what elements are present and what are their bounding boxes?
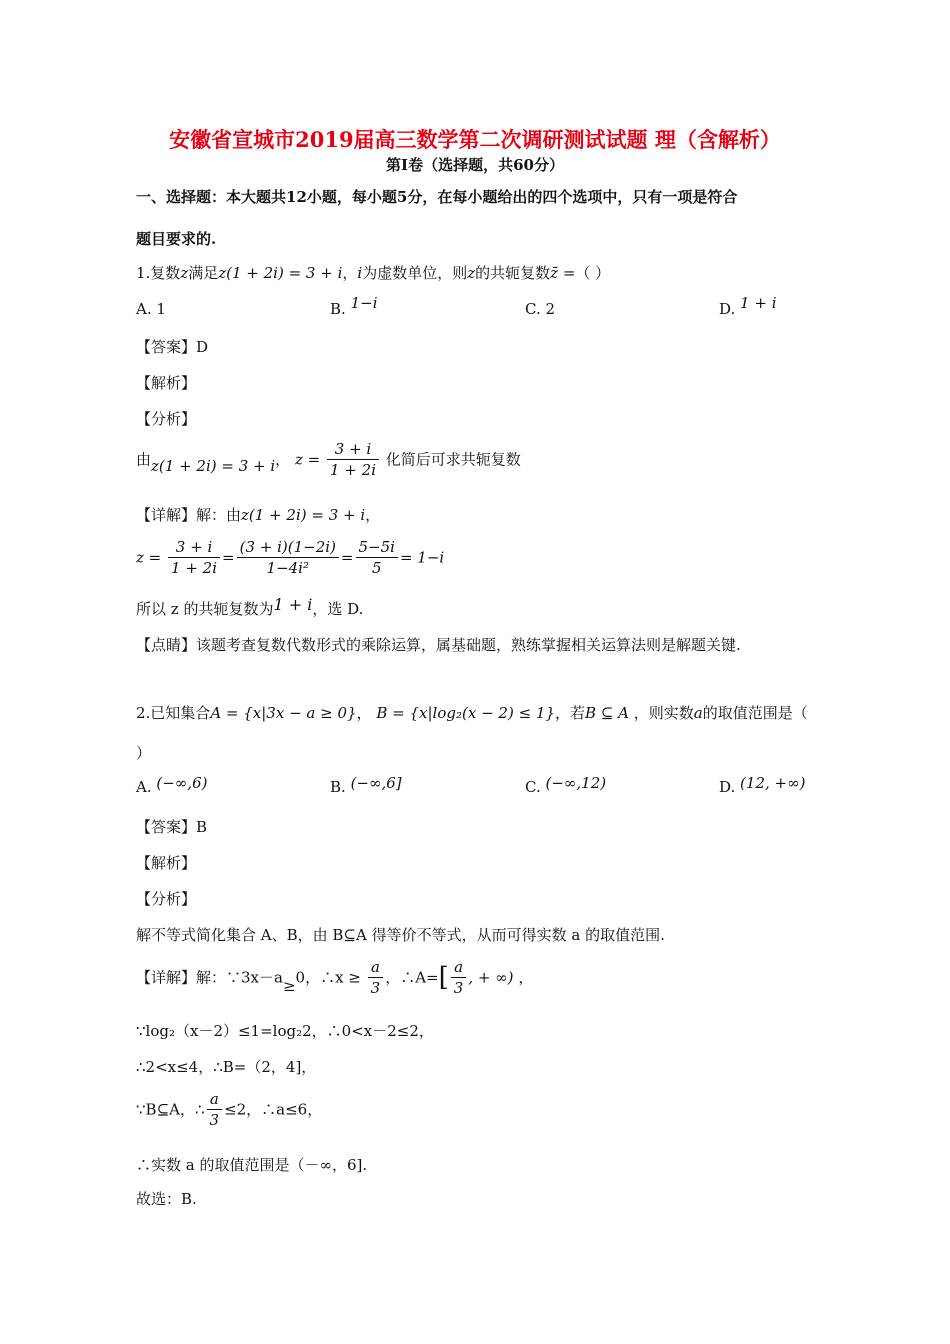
q1-var-i: i [357, 264, 363, 282]
q2-fenxi-label: 【分析】 [136, 890, 197, 908]
numerator: 3 + i [168, 538, 220, 558]
numerator: (3 + i)(1−2i) [237, 538, 339, 558]
q1-equation: z(1 + 2i) = 3 + i [218, 264, 343, 282]
denominator: 3 [209, 1111, 220, 1129]
equation: z(1 + 2i) = 3 + i [241, 506, 366, 524]
denominator: 3 [370, 979, 381, 997]
option-value: 1 + i [740, 294, 777, 312]
q1-var-z: z [467, 264, 476, 282]
equation: z = [294, 450, 321, 469]
q1-stem [136, 262, 610, 283]
fraction [168, 538, 220, 577]
text: ， [356, 704, 372, 722]
fraction [207, 1090, 223, 1129]
text: 的取值范围是（ [702, 704, 808, 722]
q1-stem-text: 满足 [188, 264, 219, 282]
numerator: 5−5i [356, 538, 398, 558]
denominator: 5 [371, 559, 382, 577]
option-label: A. [136, 778, 152, 796]
q2-option-c [525, 774, 607, 796]
q2-option-a [136, 774, 208, 796]
denominator: 1 + 2i [330, 461, 376, 479]
q1-stem-text: 1.复数 [136, 264, 181, 282]
equals: = [340, 548, 354, 567]
text: 由 [136, 450, 152, 469]
symbol: ≥ [282, 976, 296, 995]
numerator: a [368, 958, 384, 978]
q1-comment: 【点睛】该题考查复数代数形式的乘除运算，属基础题，熟练掌握相关运算法则是解题关键. [136, 636, 741, 654]
denominator: 1−4i² [266, 559, 309, 577]
fraction [327, 440, 379, 479]
q2-line-5: ∴实数 a 的取值范围是（－∞，6]. [136, 1156, 368, 1174]
text: 【详解】解：由 [136, 506, 242, 524]
q1-fenxi-label: 【分析】 [136, 410, 197, 428]
q1-conjugate: z̄ = [550, 264, 576, 282]
denominator: 3 [453, 979, 464, 997]
q1-option-b [330, 294, 378, 318]
q1-option-a: A. 1 [136, 300, 166, 318]
option-value: (−∞,6] [350, 774, 402, 792]
q1-option-c: C. 2 [525, 300, 556, 318]
q2-line-3: ∴2<x≤4，∴B=（2，4]， [136, 1058, 317, 1076]
text: ， [365, 506, 381, 524]
q2-answer: 【答案】B [136, 818, 208, 836]
document-subtitle: 第Ⅰ卷（选择题，共60分） [386, 156, 564, 174]
text: ， [518, 968, 534, 987]
q2-line-6: 故选：B. [136, 1190, 197, 1208]
numerator: a [451, 958, 467, 978]
section-heading-line-1: 一、选择题：本大题共12小题，每小题5分，在每小题给出的四个选项中，只有一项是符合 [136, 188, 738, 206]
text: ，则实数 [633, 704, 694, 722]
equation: = 1−i [399, 548, 445, 567]
option-label: D. [719, 778, 736, 796]
option-value: (−∞,6) [156, 774, 208, 792]
option-label: C. [525, 778, 541, 796]
fraction [237, 538, 339, 577]
text: ，选 D. [312, 600, 364, 618]
q1-stem-text: 为虚数单位，则 [362, 264, 468, 282]
numerator: a [207, 1090, 223, 1110]
q1-detail [136, 504, 380, 525]
set-a: A = {x|3x − a ≥ 0} [210, 704, 357, 722]
q2-analysis-label: 【解析】 [136, 854, 197, 872]
q1-stem-text: ， [342, 264, 358, 282]
denominator: 1 + 2i [171, 559, 218, 577]
text: 化简后可求共轭复数 [385, 450, 521, 469]
q2-stem [136, 702, 808, 723]
q1-fenxi-text [136, 440, 521, 479]
q1-var-z: z [180, 264, 189, 282]
q1-answer: 【答案】D [136, 338, 209, 356]
equation: z(1 + 2i) = 3 + i [151, 456, 276, 475]
value: 1 + i [273, 595, 313, 614]
fraction [451, 958, 467, 997]
section-heading-line-2: 题目要求的. [136, 230, 217, 248]
text: ， [275, 450, 291, 469]
interval-end: , + ∞) [468, 968, 514, 987]
q1-calculation [136, 538, 444, 577]
fraction [356, 538, 398, 577]
q2-line-2: ∵log₂（x－2）≤1=log₂2，∴0<x－2≤2， [136, 1022, 434, 1040]
q2-fenxi-text: 解不等式简化集合 A、B，由 B⊆A 得等价不等式，从而可得实数 a 的取值范围. [136, 926, 665, 944]
text: 【详解】解：∵3x－a [136, 968, 283, 987]
q1-stem-paren: （ ） [575, 264, 611, 282]
equation: z = [136, 548, 162, 567]
q2-option-d [719, 774, 806, 796]
variable: a [693, 704, 703, 722]
text: ∵B⊆A，∴ [136, 1100, 205, 1119]
fraction [368, 958, 384, 997]
q1-option-d [719, 294, 777, 318]
equals: = [222, 548, 235, 567]
q2-option-b [330, 774, 402, 796]
q2-line-4 [136, 1090, 322, 1129]
option-label: B. [330, 778, 346, 796]
q2-stem-paren: ） [136, 744, 152, 762]
q1-analysis-label: 【解析】 [136, 374, 197, 392]
text: 0，∴x ≥ [295, 968, 361, 987]
text: ，若 [555, 704, 586, 722]
numerator: 3 + i [327, 440, 379, 460]
set-b: B = {x|log₂(x − 2) ≤ 1} [376, 704, 555, 722]
text: ，∴A= [385, 968, 439, 987]
option-label: D. [719, 300, 736, 318]
option-value: (12, +∞) [740, 774, 806, 792]
document-title: 安徽省宣城市2019届高三数学第二次调研测试试题 理（含解析） [169, 127, 781, 152]
option-value: (−∞,12) [545, 774, 607, 792]
text: 2.已知集合 [136, 704, 211, 722]
subset-condition: B ⊆ A [585, 704, 629, 722]
text: 所以 z 的共轭复数为 [136, 600, 274, 618]
q1-stem-text: 的共轭复数 [475, 264, 551, 282]
q1-conclusion [136, 595, 364, 619]
q2-detail: 【详解】解：∵3x－a≥0，∴x ≥ $\frac{a}{3}$ ，∴A=[ $\frac{a}{3}$ , + ∞) ， [136, 958, 534, 997]
option-value: 1−i [350, 294, 378, 312]
option-label: B. [330, 300, 346, 318]
text: ≤2，∴a≤6， [224, 1100, 323, 1119]
